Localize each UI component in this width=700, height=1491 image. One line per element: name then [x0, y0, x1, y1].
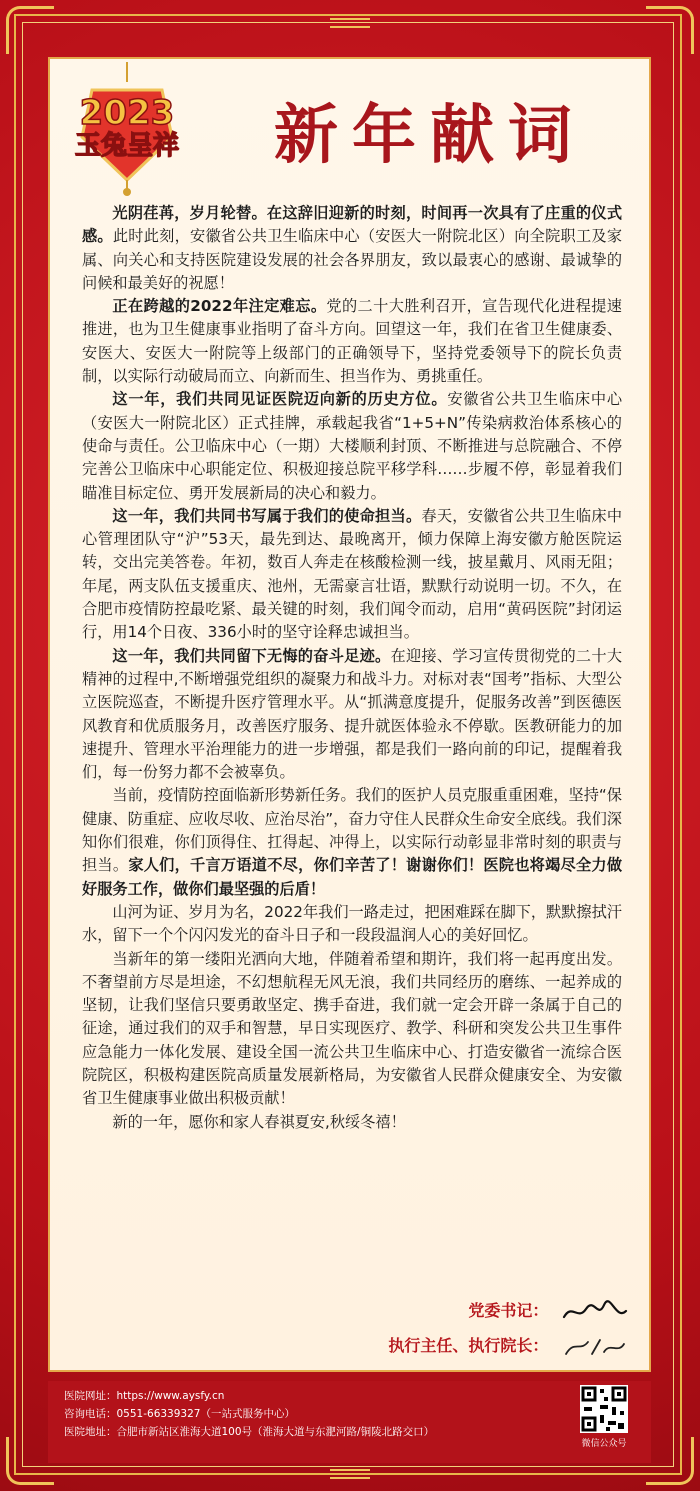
paragraph-emphasis: 家人们，千言万语道不尽，你们辛苦了！谢谢你们！医院也将竭尽全力做好服务工作，做你们最坚强的后盾！ — [82, 856, 623, 898]
secretary-handwritten-signature — [560, 1299, 630, 1325]
paragraph-body: 新的一年，愿你和家人春祺夏安,秋绥冬禧！ — [112, 1112, 406, 1131]
paragraph-lead: 这一年，我们共同见证医院迈向新的历史方位。 — [112, 390, 448, 409]
corner-ornament-top-right — [646, 6, 694, 54]
director-signature-line — [388, 1333, 630, 1360]
badge-slogan: 玉兔呈祥 — [74, 131, 180, 161]
paragraph-lead: 正在跨越的2022年注定难忘。 — [112, 297, 327, 316]
paragraph-lead: 这一年，我们共同书写属于我们的使命担当。 — [112, 506, 422, 525]
year-2023-badge — [52, 62, 202, 197]
footer-bar — [48, 1381, 651, 1463]
director-handwritten-signature — [560, 1334, 630, 1360]
paragraph-lead: 这一年，我们共同留下无悔的奋斗足迹。 — [112, 646, 391, 665]
paragraph-lead: 光阴荏苒，岁月轮替。在这辞旧迎新的时刻，时间再一次具有了庄重的仪式感。 — [82, 204, 622, 246]
paragraph-body: 安徽省公共卫生临床中心（安医大一附院北区）正式挂牌，承载起我省“1+5+N”传染病救治体系核心的使命与责任。公卫临床中心（一期）大楼顺利封顶、不断推进与总院融合、不停完善公卫临床中心职能定位、积极迎接总院平移学科……步履不停，彰显着我们瞄准目标定位、勇开发展新局的决心和毅力。 — [82, 390, 623, 502]
paragraph — [82, 948, 622, 1111]
paragraph — [82, 784, 622, 900]
bottom-center-ornament — [330, 1469, 370, 1483]
paragraph — [82, 645, 622, 785]
paragraph-body: 当新年的第一缕阳光洒向大地，伴随着希望和期许，我们将一起再度出发。不奢望前方尽是坦途，不幻想航程无风无浪，我们共同经历的磨练、一起养成的坚韧，让我们坚信只要勇敢坚定、携手奋进，我们就一定会开辟一条属于自己的征途，通过我们的双手和智慧，早日实现医疗、教学、科研和突发公共卫生事件应急能力一体化发展、建设全国一流公共卫生临床中心、打造安徽省一流综合医院院区，积极构建医院高质量发展新格局，为安徽省人民群众健康安全、为安徽省卫生健康事业做出积极贡献！ — [82, 949, 622, 1108]
top-center-ornament — [330, 18, 370, 32]
secretary-signature-line — [468, 1298, 630, 1325]
page-title: 新年献词 — [274, 98, 586, 173]
footer-website[interactable]: 医院网址：https://www.aysfy.cn — [64, 1390, 225, 1402]
footer-address: 医院地址：合肥市新站区淮海大道100号（淮海大道与东淝河路/铜陵北路交口） — [64, 1426, 435, 1438]
letter-body — [82, 202, 622, 1134]
paragraph — [82, 388, 622, 504]
badge-year: 2023 — [79, 93, 175, 133]
wechat-qr-code[interactable] — [580, 1385, 628, 1433]
paragraph — [82, 505, 622, 645]
paragraph — [82, 295, 622, 388]
qr-label: 微信公众号 — [581, 1439, 627, 1449]
footer-phone: 咨询电话：0551-66339327（一站式服务中心） — [64, 1408, 295, 1420]
corner-ornament-bottom-left — [6, 1437, 54, 1485]
paragraph-body: 在迎接、学习宣传贯彻党的二十大精神的过程中,不断增强党组织的凝聚力和战斗力。对标对表“国考”指标、大型公立医院巡查，不断提升医疗管理水平。从“抓满意度提升，促服务改善”到医德医风教育和优质服务月，改善医疗服务、提升就医体验永不停歇。医教研能力的加速提升、管理水平治理能力的进一步增强，都是我们一路向前的印记，提醒着我们，每一份努力都不会被辜负。 — [82, 646, 623, 782]
paragraph-body: 山河为证、岁月为名，2022年我们一路走过，把困难踩在脚下，默默擦拭汗水，留下一个个闪闪发光的奋斗日子和一段段温润人心的美好回忆。 — [82, 902, 622, 945]
paragraph-body: 此时此刻，安徽省公共卫生临床中心（安医大一附院北区）向全院职工及家属、向关心和支持医院建设发展的社会各界朋友，致以最衷心的感谢、最诚挚的问候和最美好的祝愿！ — [82, 227, 623, 292]
paragraph — [82, 901, 622, 948]
paragraph-body: 党的二十大胜利召开，宣告现代化进程提速推进，也为卫生健康事业指明了奋斗方向。回望这一年，我们在省卫生健康委、安医大、安医大一附院等上级部门的正确领导下，坚持党委领导下的院长负责制，以实际行动破局而立、向新而生、担当作为、勇挑重任。 — [82, 297, 622, 386]
paragraph — [82, 1111, 622, 1134]
corner-ornament-top-left — [6, 6, 54, 54]
paragraph-body: 春天，安徽省公共卫生临床中心管理团队守“沪”53天，最先到达、最晚离开，倾力保障上海安徽方舱医院运转，交出完美答卷。年初，数百人奔走在核酸检测一线，披星戴月、风雨无阻；年尾，两支队伍支援重庆、池州，无需豪言壮语，默默行动说明一切。不久，在合肥市疫情防控最吃紧、最关键的时刻，我们闻令而动，启用“黄码医院”封闭运行，用14个日夜、336小时的坚守诠释忠诚担当。 — [82, 506, 623, 642]
paragraph-body: 当前，疫情防控面临新形势新任务。我们的医护人员克服重重困难，坚持“保健康、防重症、应收尽收、应治尽治”，奋力守住人民群众生命安全底线。我们深知你们很难，你们顶得住、扛得起、冲得上，以实际行动彰显非常时刻的职责与担当。 — [82, 786, 622, 875]
paragraph — [82, 202, 622, 295]
secretary-label: 党委书记： — [468, 1301, 549, 1320]
director-label: 执行主任、执行院长： — [388, 1336, 549, 1355]
corner-ornament-bottom-right — [646, 1437, 694, 1485]
